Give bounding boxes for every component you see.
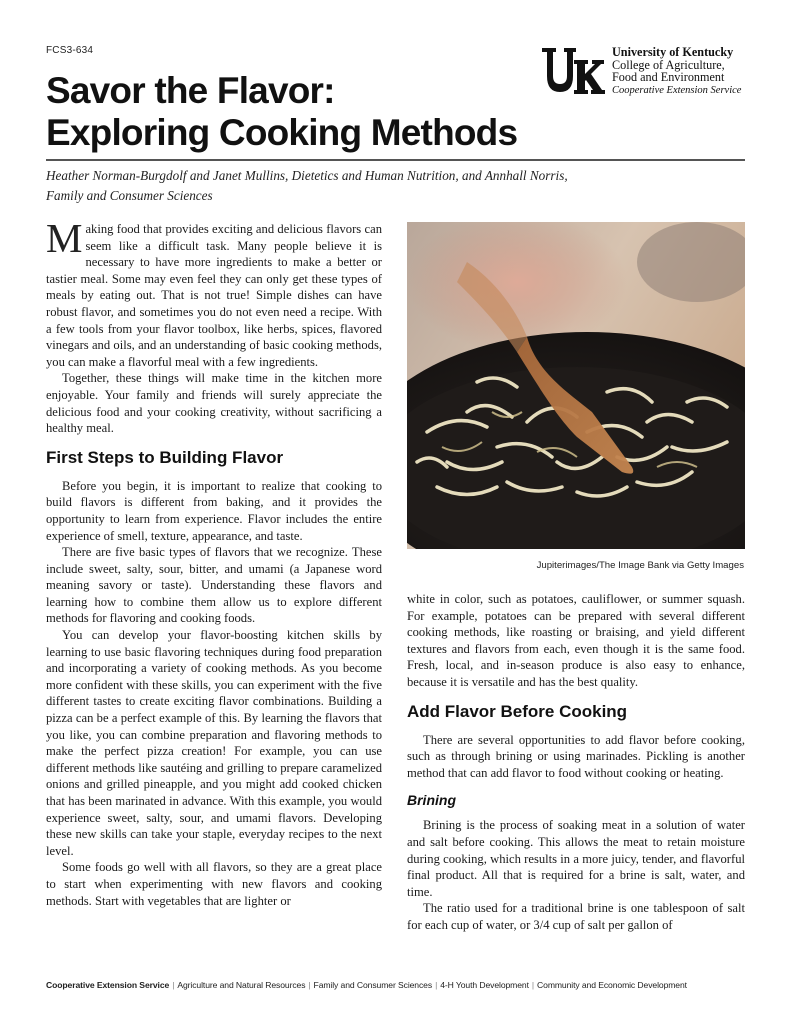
uk-logo xyxy=(541,46,751,98)
skillet-onions-photo xyxy=(407,222,745,549)
authors xyxy=(46,166,646,206)
footer-item: Family and Consumer Sciences xyxy=(313,980,433,990)
footer-item: Community and Economic Development xyxy=(537,980,687,990)
photo-illustration xyxy=(407,222,745,549)
first-steps-paragraph-3: You can develop your flavor-boosting kitchen skills by learning to use basic flavoring techniques during food preparation and incorporating a variety of cooking methods. As you become more confident with these skills, you can experiment with the five different tastes to create exciting flavor combinations. Building a pizza can be a perfect example of this. By learning the flavors that you like, you can combine preparation and flavoring methods to make the perfect pizza creation! For example, you can use different methods like sautéing and grilling to prepare caramelized onions and grilled pineapple, and you might add cooked chicken that has been marinated in advance. With this example, you would experience sweet, salty, sour, and umami flavors. Developing these new skills can take your staple, everyday recipes to the next level. xyxy=(46,628,382,858)
footer-item: 4-H Youth Development xyxy=(440,980,529,990)
authors-line-2: Family and Consumer Sciences xyxy=(46,188,213,203)
brining-paragraph-1: Brining is the process of soaking meat in a solution of water and salt before cooking. This allows the meat to retain moisture during cooking, which results in a more juicy, tender, and flavorful final product. All that is required for a brine is salt, water, and time. xyxy=(407,818,745,899)
intro-paragraph-1 xyxy=(46,215,382,370)
university-name: University of Kentucky xyxy=(612,45,734,59)
college-name-1: College of Agriculture, xyxy=(612,57,725,72)
authors-line-1: Heather Norman-Burgdolf and Janet Mullins, Dietetics and Human Nutrition, and Annhall Norris, xyxy=(46,168,568,183)
continued-paragraph: white in color, such as potatoes, cauliflower, or summer squash. For example, potatoes can be prepared with several different cooking methods, like roasting or braising, and yield different textures and flavors from each, even though it is the same food. Fresh, local, and in-season produce is also easy to enhance, because it is versatile and has the best quality. xyxy=(407,592,745,689)
photo-credit: Jupiterimages/The Image Bank via Getty Images xyxy=(536,560,744,571)
first-steps-paragraph-2: There are five basic types of flavors that we recognize. These include sweet, salty, sour, bitter, and umami (a Japanese word meaning savory or taste). Understanding these flavors and learning how to combine them allow us to explore different methods for flavoring and cooking foods. xyxy=(46,545,382,626)
intro-paragraph-2: Together, these things will make time in the kitchen more enjoyable. Your family and friends will surely appreciate the delicious food and your cooking creativity, without sacrificing a healthy meal. xyxy=(46,371,382,436)
brining-paragraph-2: The ratio used for a traditional brine is one tablespoon of salt for each cup of water, or 3/4 cup of salt per gallon of xyxy=(407,901,745,932)
footer-separator: | xyxy=(435,980,438,990)
add-flavor-paragraph: There are several opportunities to add flavor before cooking, such as through brining or using marinades. Pickling is another method that can add flavor to food without cooking or heating. xyxy=(407,732,745,780)
intro-paragraph-1-text: aking food that provides exciting and delicious flavors can seem like a difficult task. Many people believe it is necessary to have more ingredients to make a better or tastier meal. Some may even feel they can only get these types of meals by eating out. That is not true! Simple dishes can have robust flavor, and sometimes you do not even need a recipe. With a few tools from your flavor toolbox, like herbs, spices, flavored vinegars and oils, and an understanding of basic cooking methods, you can make a flavorful meal with a few ingredients. xyxy=(46,222,382,369)
extension-service-name: Cooperative Extension Service xyxy=(612,84,742,96)
first-steps-paragraph-1: Before you begin, it is important to realize that cooking to build flavors is different from baking, and it provides the opportunity to learn from experience. Flavor includes the entire experience of smell, texture, appearance, and taste. xyxy=(46,478,382,543)
uk-logo-mark-icon xyxy=(541,46,605,96)
footer-item: Agriculture and Natural Resources xyxy=(177,980,306,990)
drop-cap: M xyxy=(46,215,83,261)
title-line-1: Savor the Flavor: xyxy=(46,70,335,111)
right-column xyxy=(407,591,745,934)
footer-separator: | xyxy=(308,980,311,990)
footer-separator: | xyxy=(531,980,535,990)
section-heading-first-steps: First Steps to Building Flavor xyxy=(46,447,284,467)
publication-code: FCS3-634 xyxy=(46,45,94,56)
first-steps-paragraph-4: Some foods go well with all flavors, so they are a great place to start when experimenting with new flavors and cooking methods. Start with vegetables that are lighter or xyxy=(46,860,382,908)
section-heading-add-flavor: Add Flavor Before Cooking xyxy=(407,701,628,721)
college-name-2: Food and Environment xyxy=(612,70,725,84)
footer xyxy=(46,980,746,990)
footer-separator: | xyxy=(172,980,175,990)
page-title xyxy=(46,70,566,154)
title-line-2: Exploring Cooking Methods xyxy=(46,112,518,153)
uk-logo-text xyxy=(612,46,741,98)
subheading-brining: Brining xyxy=(407,792,456,809)
title-rule xyxy=(46,159,745,161)
footer-lead: Cooperative Extension Service xyxy=(46,980,170,990)
left-column xyxy=(46,215,382,909)
